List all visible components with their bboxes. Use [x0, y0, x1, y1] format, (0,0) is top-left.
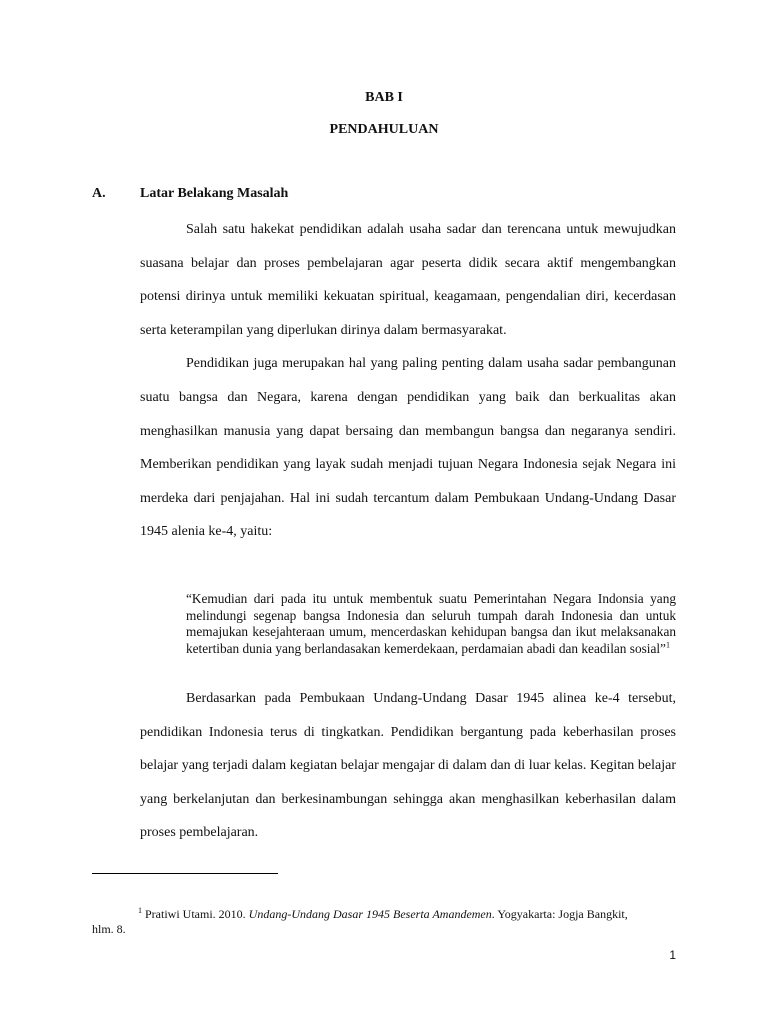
body-text-continued	[140, 682, 676, 850]
footnote	[92, 907, 676, 937]
block-quote	[186, 591, 676, 657]
footnote-book-title: Undang-Undang Dasar 1945 Beserta Amandemen	[248, 907, 492, 921]
quote-text: “Kemudian dari pada itu untuk membentuk suatu Pemerintahan Negara Indonsia yang melindungi segenap bangsa Indonesia dan seluruh tumpah darah Indonesia dan untuk memajukan kesejahteraan umum, mencerdaskan kehidupan bangsa dan ikut melaksanakan ketertiban dunia yang berlandasakan kemerdekaan, perdamaian abadi dan keadilan sosial”	[186, 591, 676, 656]
chapter-title: PENDAHULUAN	[329, 122, 439, 137]
paragraph-1: Salah satu hakekat pendidikan adalah usaha sadar dan terencana untuk mewujudkan suasana belajar dan proses pembelajaran agar peserta didik secara aktif mengembangkan potensi dirinya untuk memiliki kekuatan spiritual, keagamaan, pengendalian diri, kecerdasan serta keterampilan yang diperlukan dirinya dalam bermasyarakat.	[140, 222, 676, 338]
footnote-author-year: Pratiwi Utami. 2010.	[145, 907, 246, 921]
footnote-separator	[92, 873, 278, 874]
section-title: Latar Belakang Masalah	[140, 186, 289, 201]
footnote-pages: hlm. 8.	[92, 922, 126, 936]
paragraph-2: Pendidikan juga merupakan hal yang paling penting dalam usaha sadar pembangunan suatu bangsa dan Negara, karena dengan pendidikan yang baik dan berkualitas akan menghasilkan manusia yang dapat bersaing dan membangun bangsa dan negaranya sendiri. Memberikan pendidikan yang layak sudah menjadi tujuan Negara Indonesia sejak Negara ini merdeka dari penjajahan. Hal ini sudah tercantum dalam Pembukaan Undang-Undang Dasar 1945 alenia ke-4, yaitu:	[140, 356, 676, 540]
footnote-mark: 1	[138, 906, 142, 915]
page-number: 1	[669, 948, 676, 962]
section-number: A.	[92, 186, 106, 201]
body-text-intro	[140, 213, 676, 549]
paragraph-3: Berdasarkan pada Pembukaan Undang-Undang Dasar 1945 alinea ke-4 tersebut, pendidikan Indonesia terus di tingkatkan. Pendidikan bergantung pada keberhasilan proses belajar yang terjadi dalam kegiatan belajar mengajar di dalam dan di luar kelas. Kegitan belajar yang berkelanjutan dan berkesinambungan sehingga akan menghasilkan keberhasilan dalam proses pembelajaran.	[140, 691, 676, 841]
footnote-publisher: . Yogyakarta: Jogja Bangkit,	[491, 907, 628, 921]
footnote-ref[interactable]: 1	[665, 640, 670, 650]
chapter-label: BAB I	[365, 90, 403, 105]
